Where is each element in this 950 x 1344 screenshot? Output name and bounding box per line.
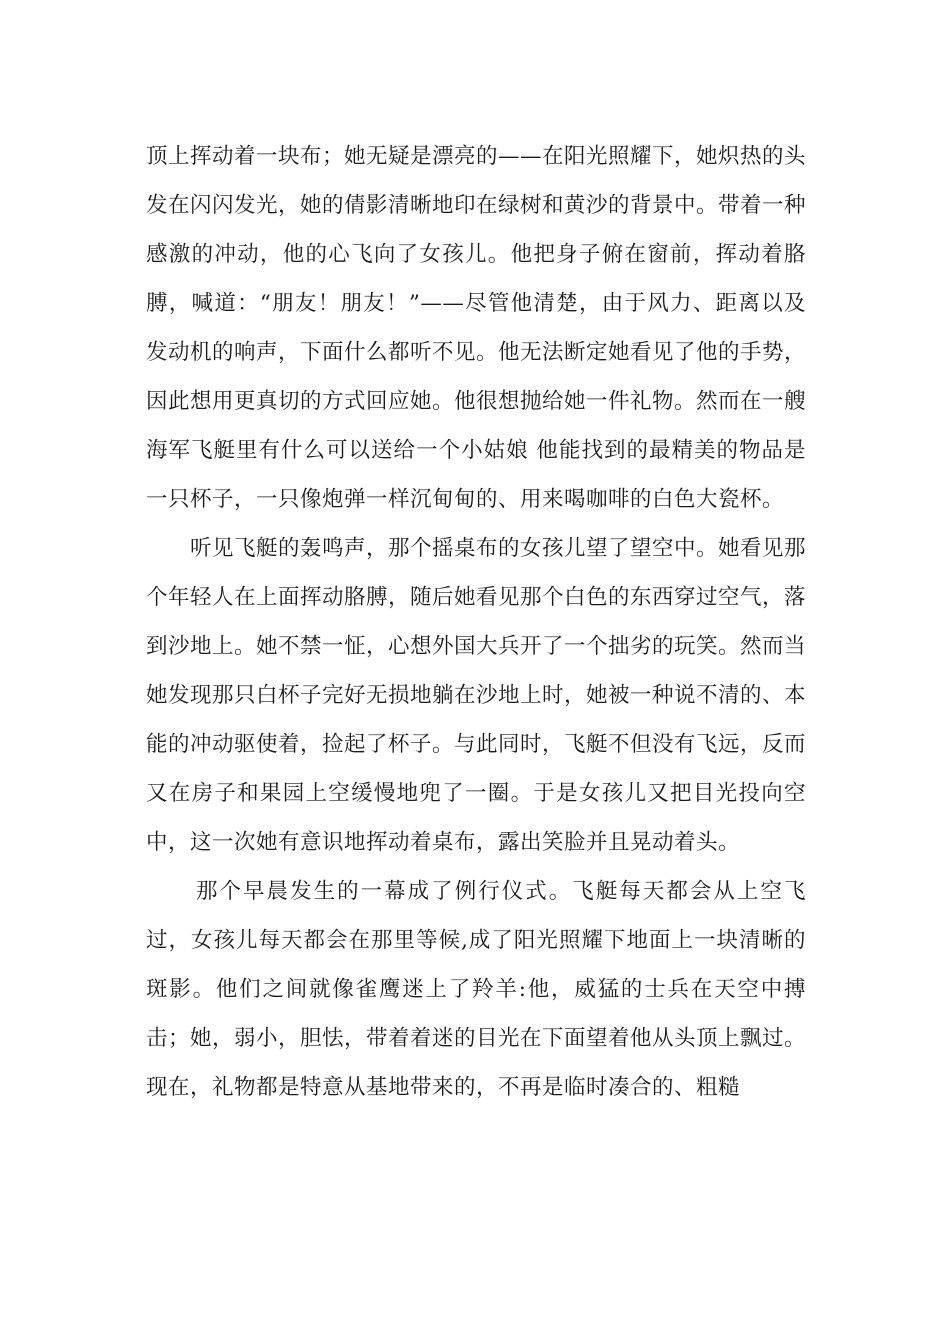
paragraph-2: 听见飞艇的轰鸣声，那个摇桌布的女孩儿望了望空中。她看见那个年轻人在上面挥动胳膊，随后她看见那个白色的东西穿过空气，落到沙地上。她不禁一怔，心想外国大兵开了一个拙劣的玩笑。然而当她发现那只白杯子完好无损地躺在沙地上时，她被一种说不清的、本能的冲动驱使着，捡起了杯子。与此同时，飞艇不但没有飞远，反而又在房子和果园上空缓慢地兜了一圈。于是女孩儿又把目光投向空中，这一次她有意识地挥动着桌布，露出笑脸并且晃动着头。 [146,536,807,855]
paragraph-3: 那个早晨发生的一幕成了例行仪式。飞艇每天都会从上空飞过，女孩儿每天都会在那里等候,成了阳光照耀下地面上一块清晰的斑影。他们之间就像雀鹰迷上了羚羊:他，威猛的士兵在天空中搏击；她，弱小，胆怯，带着着迷的目光在下面望着他从头顶上飘过。现在，礼物都是特意从基地带来的，不再是临时凑合的、粗糙 [146,879,807,1100]
document-body [146,132,806,1112]
paragraph-1: 顶上挥动着一块布；她无疑是漂亮的——在阳光照耀下，她炽热的头发在闪闪发光，她的倩影清晰地印在绿树和黄沙的背景中。带着一种感激的冲动，他的心飞向了女孩儿。他把身子俯在窗前，挥动着胳膊，喊道：“朋友！朋友！”——尽管他清楚，由于风力、距离以及发动机的响声，下面什么都听不见。他无法断定她看见了他的手势，因此想用更真切的方式回应她。他很想抛给她一件礼物。然而在一艘海军飞艇里有什么可以送给一个小姑娘 他能找到的最精美的物品是一只杯子，一只像炮弹一样沉甸甸的、用来喝咖啡的白色大瓷杯。 [146,144,807,512]
